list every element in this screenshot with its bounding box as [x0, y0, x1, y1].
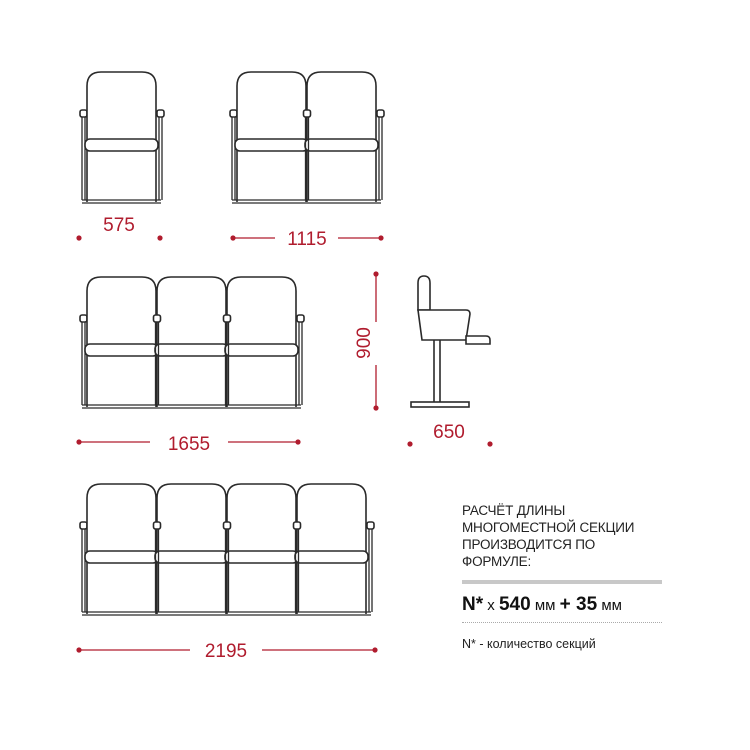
seat-back: [87, 72, 156, 202]
seat-back: [157, 484, 226, 614]
side-view-chair: [411, 276, 490, 407]
seat-cushion: [155, 344, 228, 356]
formula-seat-width: 540: [498, 594, 531, 615]
formula-panel: [462, 502, 662, 651]
seat-cushion: [155, 551, 228, 563]
seat-back: [87, 484, 156, 614]
armrest-cap: [80, 110, 87, 117]
dim-double-width: 1115: [287, 229, 327, 250]
dim-endpoint: [373, 271, 378, 276]
triple-seat: [80, 277, 304, 408]
armrest-cap: [304, 110, 311, 117]
formula-unit-2: мм: [597, 597, 622, 614]
seat-cushion: [295, 551, 368, 563]
dim-endpoint: [230, 235, 235, 240]
formula-title-line-1: РАСЧЁТ ДЛИНЫ: [462, 503, 566, 518]
dim-quad-width: 2195: [204, 641, 248, 662]
length-formula: [462, 594, 662, 618]
dim-single-width: 575: [103, 215, 135, 236]
dim-depth: 650: [433, 422, 465, 443]
armrest-cap: [80, 522, 87, 529]
formula-dotted-rule: [462, 622, 662, 623]
seat-back: [297, 484, 366, 614]
armrest-cap: [224, 315, 231, 322]
seat-cushion: [235, 139, 308, 151]
armrest-cap: [367, 522, 374, 529]
formula-footnote: N* - количество секций: [462, 637, 596, 651]
formula-divider: [462, 580, 662, 584]
dim-height: 900: [354, 327, 375, 359]
seat-cushion: [85, 344, 158, 356]
quad-seat: [80, 484, 374, 615]
side-backrest: [418, 276, 430, 310]
dim-endpoint: [295, 439, 300, 444]
formula-title-line-3: ПРОИЗВОДИТСЯ ПО ФОРМУЛЕ:: [462, 537, 596, 569]
formula-n: N*: [462, 594, 484, 615]
dim-endpoint: [157, 235, 162, 240]
side-base: [411, 402, 469, 407]
chair-rows: [80, 72, 384, 615]
seat-cushion: [85, 139, 158, 151]
single-seat: [80, 72, 164, 203]
dim-endpoint: [373, 405, 378, 410]
side-footrest: [466, 336, 490, 344]
seat-back: [157, 277, 226, 407]
seat-cushion: [225, 344, 298, 356]
formula-x: x: [483, 597, 499, 614]
dim-endpoint: [407, 441, 412, 446]
seat-cushion: [225, 551, 298, 563]
dim-endpoint: [372, 647, 377, 652]
seat-cushion: [305, 139, 378, 151]
seat-back: [227, 484, 296, 614]
dim-single: [76, 235, 162, 240]
armrest-cap: [154, 522, 161, 529]
formula-unit-1: мм: [530, 597, 560, 614]
double-seat: [230, 72, 384, 203]
dim-triple-width: 1655: [167, 434, 211, 455]
armrest-cap: [230, 110, 237, 117]
armrest-cap: [297, 315, 304, 322]
formula-title-line-2: МНОГОМЕСТНОЙ СЕКЦИИ: [462, 520, 635, 535]
formula-plus-constant: + 35: [559, 594, 598, 615]
seat-back: [307, 72, 376, 202]
dim-endpoint: [76, 647, 81, 652]
seat-cushion: [85, 551, 158, 563]
dim-endpoint: [378, 235, 383, 240]
seat-back: [237, 72, 306, 202]
armrest-cap: [224, 522, 231, 529]
side-seat-shell: [418, 310, 470, 340]
armrest-cap: [157, 110, 164, 117]
seat-back: [87, 277, 156, 407]
seat-back: [227, 277, 296, 407]
dim-endpoint: [76, 439, 81, 444]
armrest-cap: [377, 110, 384, 117]
dim-endpoint: [76, 235, 81, 240]
armrest-cap: [154, 315, 161, 322]
dim-endpoint: [487, 441, 492, 446]
armrest-cap: [294, 522, 301, 529]
armrest-cap: [80, 315, 87, 322]
